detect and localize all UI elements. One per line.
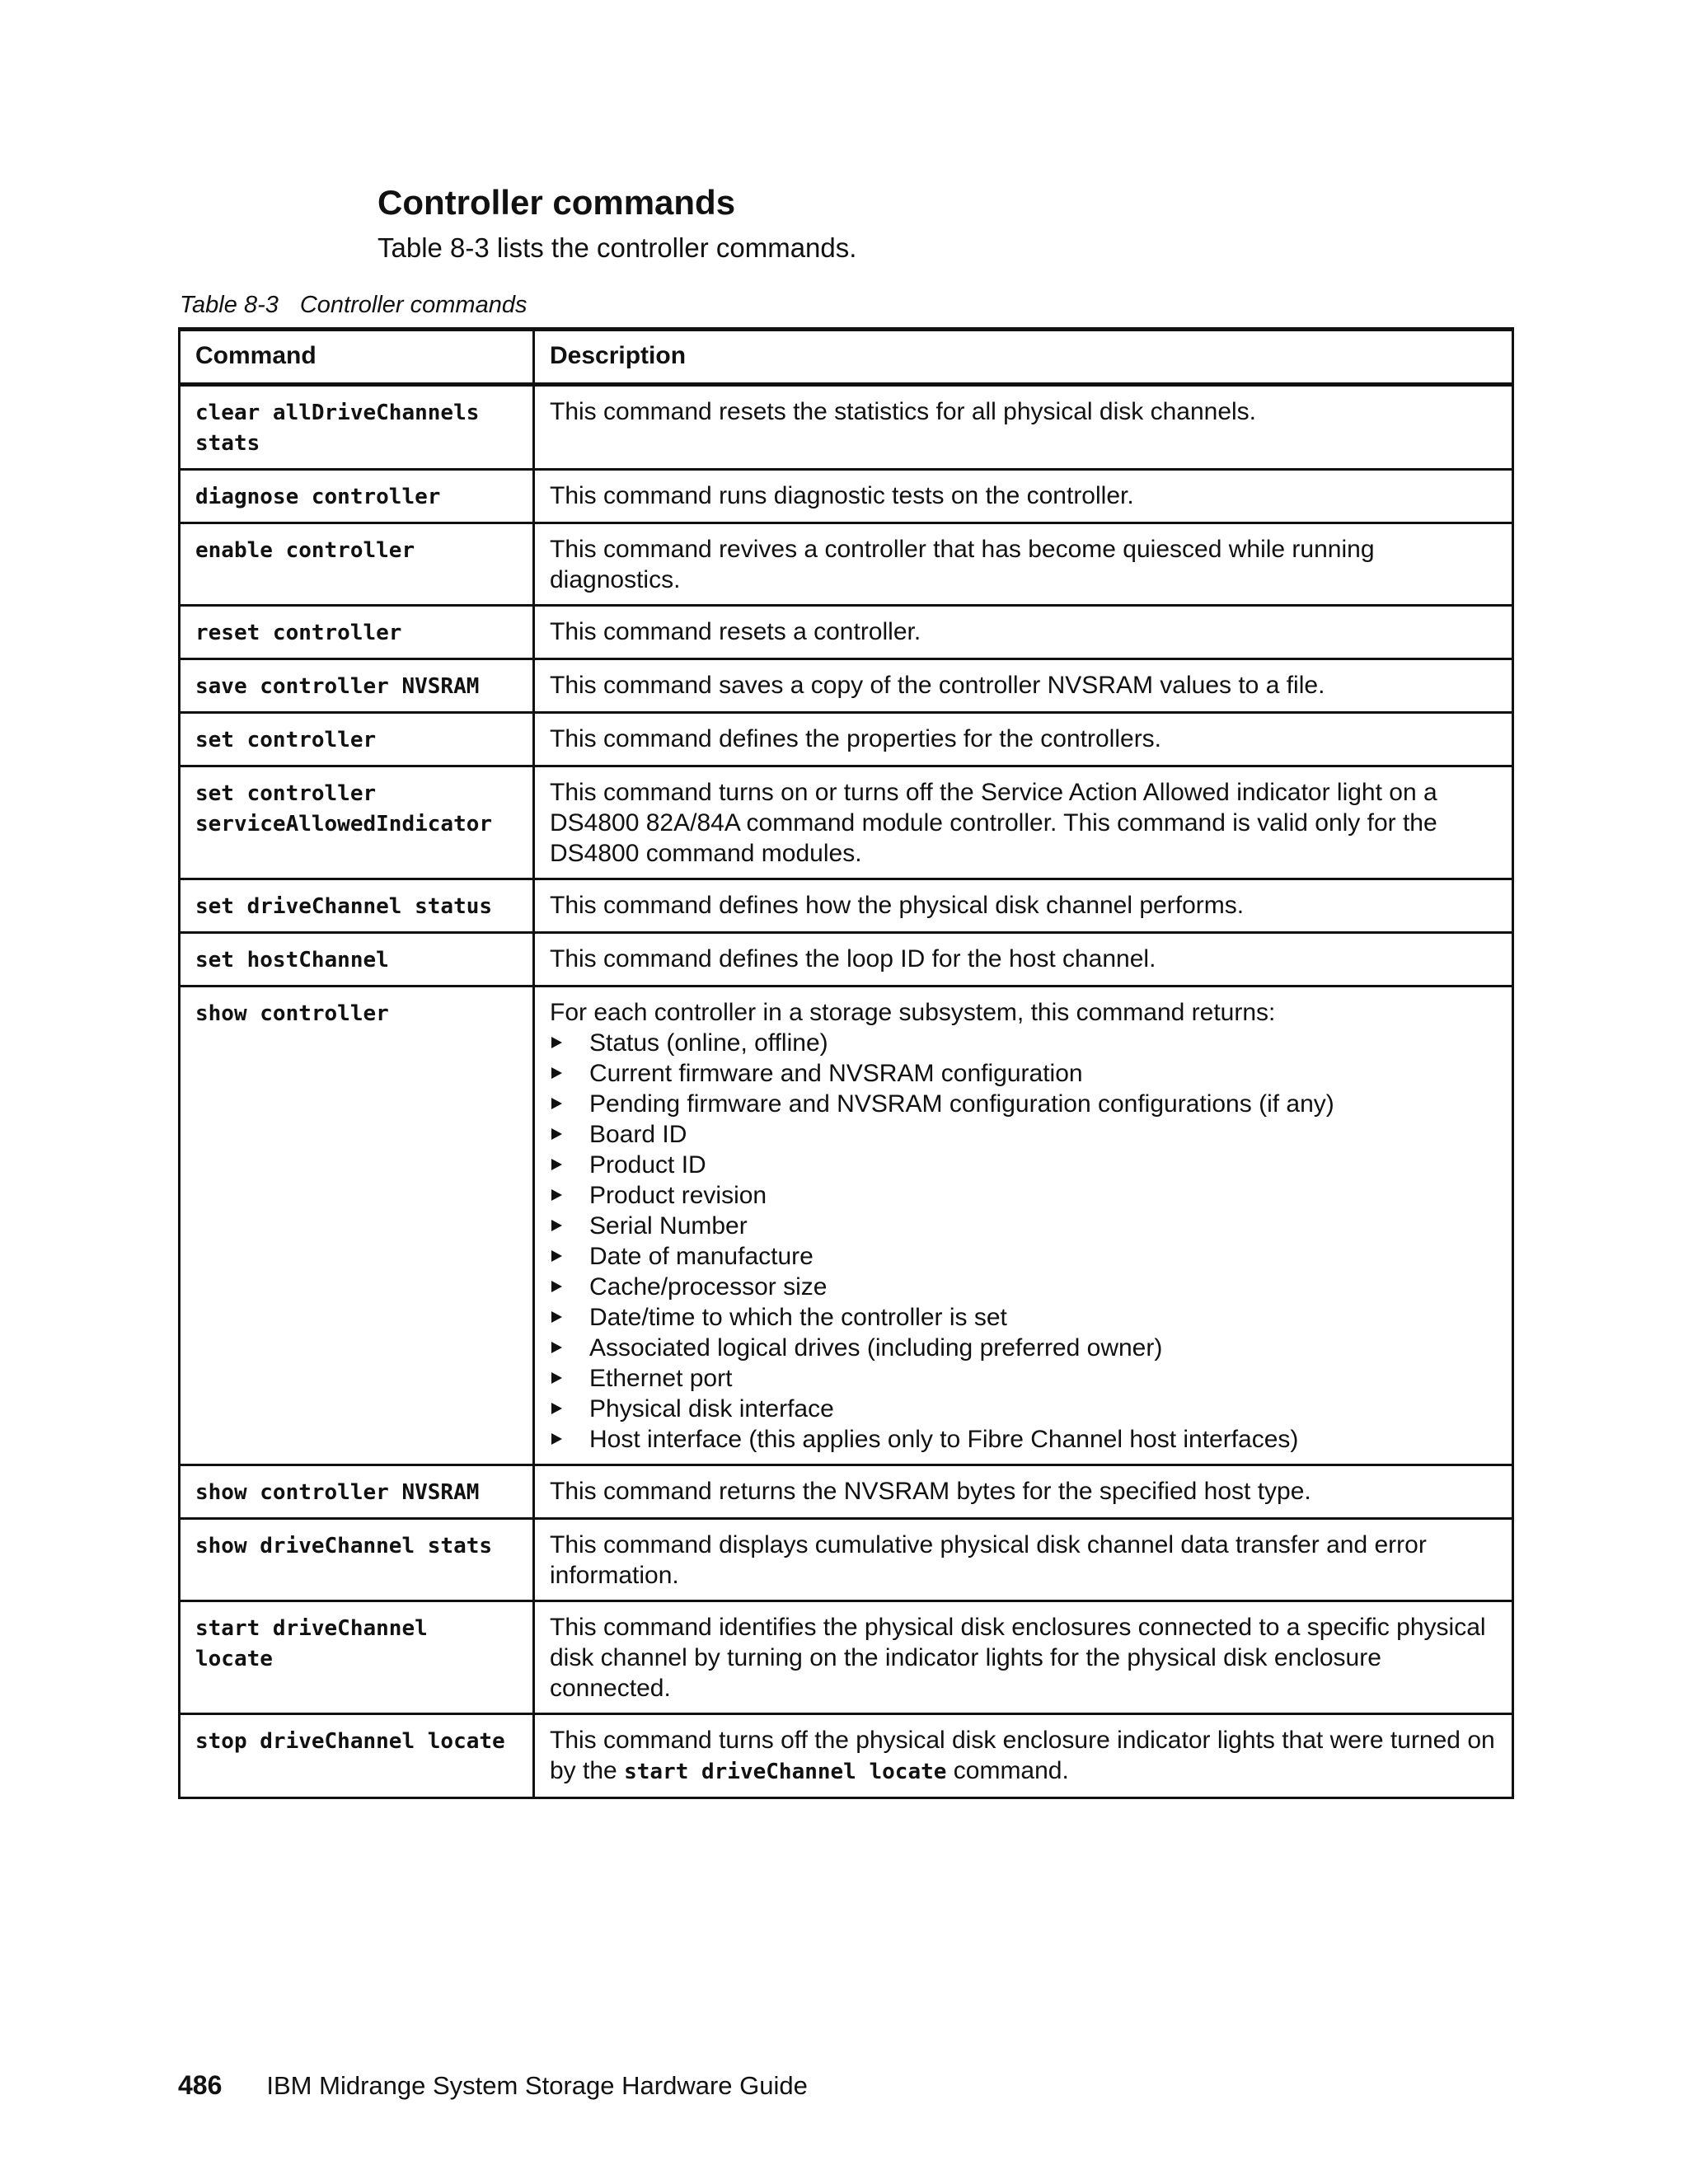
column-header-description: Description — [534, 330, 1513, 385]
triangle-bullet-icon — [551, 1403, 562, 1414]
description-cell: This command defines the properties for the controllers. — [534, 713, 1513, 766]
list-item: Status (online, offline) — [550, 1028, 1497, 1058]
command-cell: save controller NVSRAM — [180, 659, 534, 713]
list-item: Host interface (this applies only to Fibre Channel host interfaces) — [550, 1424, 1497, 1455]
table-row — [180, 1601, 1513, 1714]
list-item: Board ID — [550, 1119, 1497, 1150]
command-cell: diagnose controller — [180, 470, 534, 523]
list-item: Current firmware and NVSRAM configuration — [550, 1058, 1497, 1089]
page-footer — [178, 2070, 808, 2101]
description-cell: This command resets a controller. — [534, 606, 1513, 659]
triangle-bullet-icon — [551, 1128, 562, 1140]
table-row — [180, 1519, 1513, 1601]
description-cell: This command saves a copy of the controller NVSRAM values to a file. — [534, 659, 1513, 713]
command-cell: set controller — [180, 713, 534, 766]
table-caption — [180, 292, 527, 319]
description-cell: This command returns the NVSRAM bytes for the specified host type. — [534, 1465, 1513, 1519]
triangle-bullet-icon — [551, 1342, 562, 1353]
table-row — [180, 606, 1513, 659]
description-cell: This command identifies the physical disk enclosures connected to a specific physical disk channel by turning on the indicator lights for the physical disk enclosure connected. — [534, 1601, 1513, 1714]
command-cell: set controller serviceAllowedIndicator — [180, 766, 534, 879]
description-cell: This command runs diagnostic tests on the controller. — [534, 470, 1513, 523]
list-item: Date of manufacture — [550, 1241, 1497, 1272]
triangle-bullet-icon — [551, 1220, 562, 1231]
list-item: Product revision — [550, 1180, 1497, 1211]
command-cell: set hostChannel — [180, 933, 534, 987]
table-caption-number: Table 8-3 — [180, 292, 279, 318]
table-row — [180, 470, 1513, 523]
description-cell: This command revives a controller that has become quiesced while running diagnostics. — [534, 523, 1513, 606]
list-item: Serial Number — [550, 1211, 1497, 1241]
list-item: Product ID — [550, 1150, 1497, 1180]
table-row — [180, 523, 1513, 606]
description-cell: This command displays cumulative physical disk channel data transfer and error information. — [534, 1519, 1513, 1601]
description-cell — [534, 987, 1513, 1465]
footer-title: IBM Midrange System Storage Hardware Guide — [266, 2071, 808, 2100]
description-cell: This command turns on or turns off the Service Action Allowed indicator light on a DS4800 82A/84A command module controller. This command is valid only for the DS4800 command modules. — [534, 766, 1513, 879]
section-intro: Table 8-3 lists the controller commands. — [377, 232, 857, 263]
section-title: Controller commands — [377, 183, 736, 222]
controller-commands-table — [178, 327, 1514, 1799]
triangle-bullet-icon — [551, 1098, 562, 1109]
table-caption-title: Controller commands — [299, 292, 528, 318]
description-lead: For each controller in a storage subsystem, this command returns: — [550, 999, 1276, 1026]
table-row — [180, 1465, 1513, 1519]
command-cell: show controller — [180, 987, 534, 1465]
table-header-row — [180, 330, 1513, 385]
command-cell: enable controller — [180, 523, 534, 606]
description-cell: This command defines the loop ID for the host channel. — [534, 933, 1513, 987]
table-row — [180, 713, 1513, 766]
triangle-bullet-icon — [551, 1281, 562, 1292]
triangle-bullet-icon — [551, 1159, 562, 1170]
list-item: Cache/processor size — [550, 1272, 1497, 1302]
command-cell: set driveChannel status — [180, 879, 534, 933]
table-row — [180, 385, 1513, 470]
table-row — [180, 1714, 1513, 1798]
description-text-end: command. — [953, 1757, 1069, 1784]
page-number: 486 — [178, 2070, 223, 2100]
triangle-bullet-icon — [551, 1189, 562, 1201]
list-item: Date/time to which the controller is set — [550, 1302, 1497, 1333]
description-cell: This command resets the statistics for all physical disk channels. — [534, 385, 1513, 470]
list-item: Ethernet port — [550, 1363, 1497, 1394]
triangle-bullet-icon — [551, 1433, 562, 1445]
command-cell: reset controller — [180, 606, 534, 659]
triangle-bullet-icon — [551, 1067, 562, 1079]
description-cell — [534, 1714, 1513, 1798]
command-cell: show driveChannel stats — [180, 1519, 534, 1601]
inline-command: start driveChannel locate — [624, 1760, 947, 1784]
triangle-bullet-icon — [551, 1311, 562, 1323]
command-cell: clear allDriveChannels stats — [180, 385, 534, 470]
table-row — [180, 766, 1513, 879]
description-text: This command turns off the physical disk enclosure indicator lights that were turned on by the — [550, 1727, 1495, 1784]
command-cell: stop driveChannel locate — [180, 1714, 534, 1798]
command-cell: show controller NVSRAM — [180, 1465, 534, 1519]
triangle-bullet-icon — [551, 1250, 562, 1262]
description-cell: This command defines how the physical disk channel performs. — [534, 879, 1513, 933]
command-cell: start driveChannel locate — [180, 1601, 534, 1714]
column-header-command: Command — [180, 330, 534, 385]
table-row — [180, 659, 1513, 713]
table-row — [180, 933, 1513, 987]
list-item: Pending firmware and NVSRAM configuration configurations (if any) — [550, 1089, 1497, 1119]
triangle-bullet-icon — [551, 1037, 562, 1048]
table-row — [180, 987, 1513, 1465]
triangle-bullet-icon — [551, 1372, 562, 1384]
table-row — [180, 879, 1513, 933]
returned-fields-list — [550, 1028, 1497, 1455]
list-item: Physical disk interface — [550, 1394, 1497, 1424]
list-item: Associated logical drives (including preferred owner) — [550, 1333, 1497, 1363]
